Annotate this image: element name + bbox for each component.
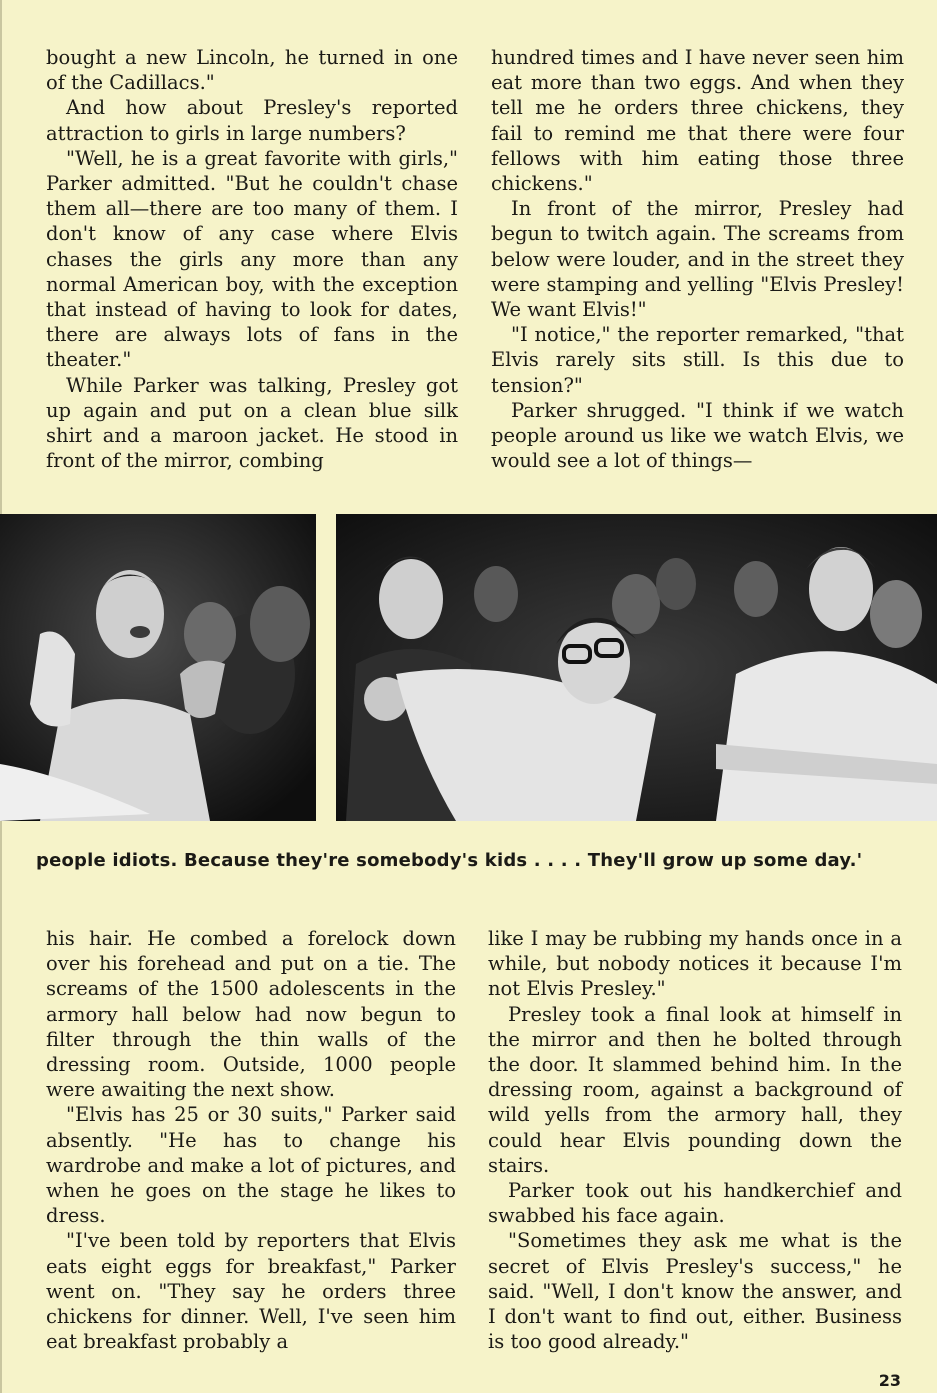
- article-column-top-right: [491, 45, 904, 473]
- article-column-bottom-right: [488, 926, 902, 1354]
- paragraph: "I notice," the reporter remarked, "that Elvis rarely sits still. Is this due to tension?": [491, 323, 904, 397]
- page-number: 23: [878, 1371, 901, 1390]
- paragraph: bought a new Lincoln, he turned in one of the Cadillacs.": [46, 46, 458, 95]
- paragraph: "Sometimes they ask me what is the secret of Elvis Presley's success," he said. "Well, I don't know the answer, and I don't want to find out, either. Business is too good already.": [488, 1229, 902, 1354]
- article-column-bottom-left: [46, 926, 456, 1354]
- article-column-top-left: [46, 45, 458, 473]
- paragraph: his hair. He combed a forelock down over his forehead and put on a tie. The screams of the 1500 adolescents in the armory hall below had now begun to filter through the thin walls of the dressing room. Outside, 1000 people were awaiting the next show.: [46, 927, 456, 1102]
- paragraph: Parker took out his handkerchief and swabbed his face again.: [488, 1179, 902, 1228]
- paragraph: Parker shrugged. "I think if we watch people around us like we watch Elvis, we would see a lot of things—: [491, 398, 904, 473]
- paragraph: "I've been told by reporters that Elvis eats eight eggs for breakfast," Parker went on. "They say he orders three chickens for dinner. Well, I've seen him eat breakfast probably a: [46, 1229, 456, 1354]
- paragraph: hundred times and I have never seen him eat more than two eggs. And when they tell me he orders three chickens, they fail to remind me that there were four fellows with him eating those three chickens.": [491, 46, 904, 196]
- photo-caption: people idiots. Because they're somebody's kids . . . . They'll grow up some day.': [36, 850, 863, 871]
- paragraph: And how about Presley's reported attraction to girls in large numbers?: [46, 96, 458, 145]
- paragraph: "Elvis has 25 or 30 suits," Parker said absently. "He has to change his wardrobe and make a lot of pictures, and when he goes on the stage he likes to dress.: [46, 1103, 456, 1228]
- photo-screaming-fan: [0, 514, 316, 821]
- paragraph: While Parker was talking, Presley got up again and put on a clean blue silk shirt and a maroon jacket. He stood in front of the mirror, combing: [46, 373, 458, 473]
- photo-audience-crowd: [336, 514, 937, 821]
- paragraph: "Well, he is a great favorite with girls," Parker admitted. "But he couldn't chase them all—there are too many of them. I don't know of any case where Elvis chases the girls any more than any normal American boy, with the exception that instead of having to look for dates, there are always lots of fans in the theater.": [46, 146, 458, 372]
- paragraph: Presley took a final look at himself in the mirror and then he bolted through the door. It slammed behind him. In the dressing room, against a background of wild yells from the armory hall, they could hear Elvis pounding down the stairs.: [488, 1002, 902, 1177]
- paragraph: like I may be rubbing my hands once in a while, but nobody notices it because I'm not Elvis Presley.": [488, 927, 902, 1001]
- paragraph: In front of the mirror, Presley had begun to twitch again. The screams from below were louder, and in the street they were stamping and yelling "Elvis Presley! We want Elvis!": [491, 197, 904, 322]
